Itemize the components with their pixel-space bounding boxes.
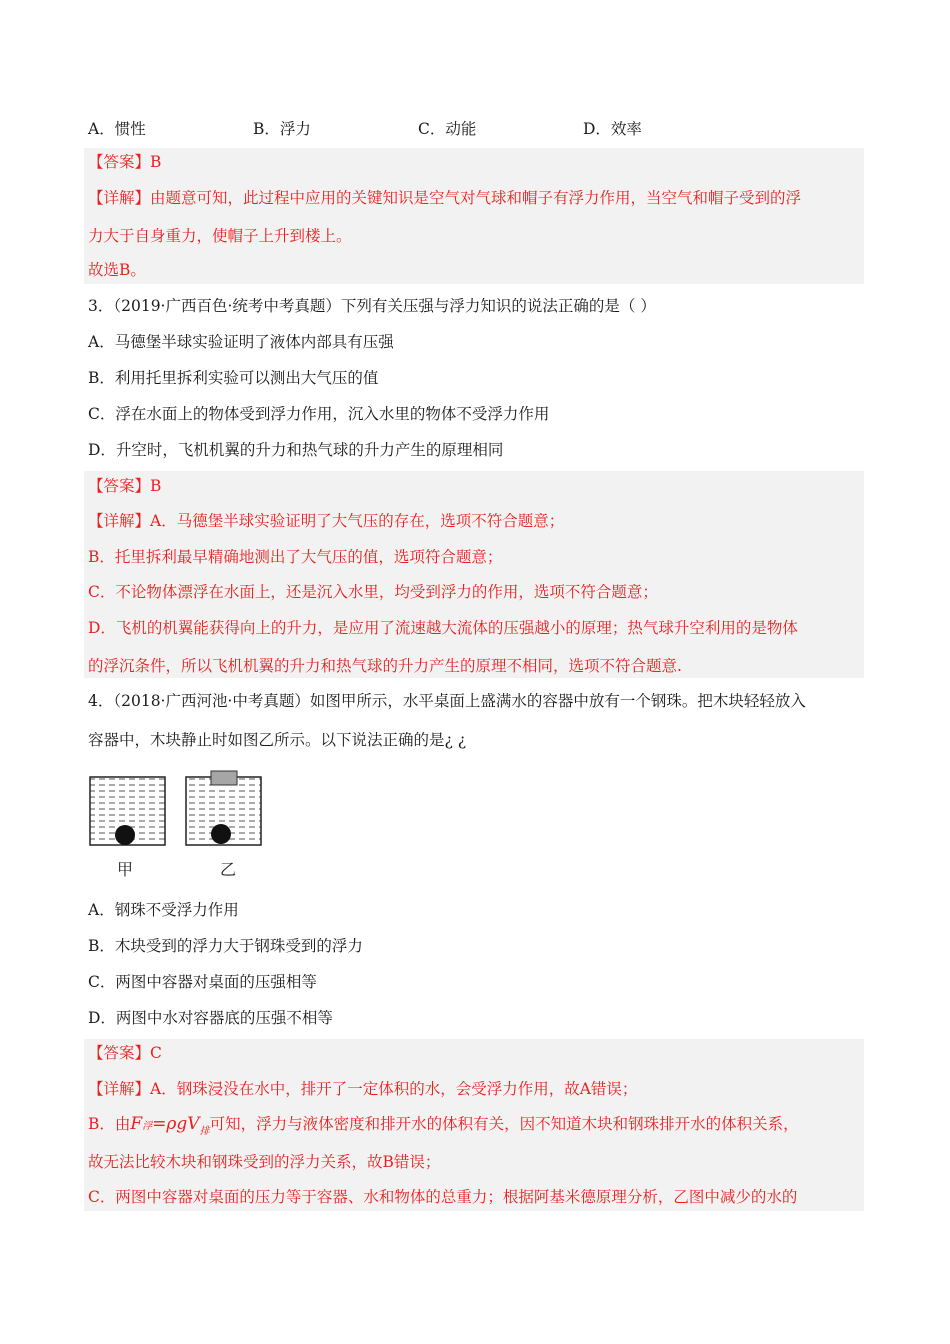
wood-block — [211, 771, 237, 785]
q3-option-a: A．马德堡半球实验证明了液体内部具有压强 — [88, 333, 394, 351]
figure-label-yi: 乙 — [220, 860, 237, 879]
q3-stem: 3．（2019·广西百色·统考中考真题）下列有关压强与浮力知识的说法正确的是（ ） — [88, 297, 656, 315]
figure-label-jia: 甲 — [117, 860, 134, 879]
q3-detail-line-5: 的浮沉条件，所以飞机机翼的升力和热气球的升力产生的原理不相同，选项不符合题意. — [88, 657, 682, 675]
q4-option-a: A．钢珠不受浮力作用 — [88, 901, 239, 919]
formula-F: F — [130, 1114, 143, 1134]
q2-detail-line-2: 力大于自身重力，使帽子上升到楼上。 — [88, 227, 352, 245]
q3-option-d: D．升空时，飞机机翼的升力和热气球的升力产生的原理相同 — [88, 441, 504, 459]
q3-option-c: C．浮在水面上的物体受到浮力作用，沉入水里的物体不受浮力作用 — [88, 405, 550, 423]
q4-option-c: C．两图中容器对桌面的压强相等 — [88, 973, 317, 991]
q3-detail-line-1: 【详解】A．马德堡半球实验证明了大气压的存在，选项不符合题意； — [88, 512, 565, 530]
q4-answer: 【答案】C — [88, 1044, 162, 1062]
q3-detail-line-4: D．飞机的机翼能获得向上的升力，是应用了流速越大流体的压强越小的原理；热气球升空利用的是物体 — [88, 619, 798, 637]
q3-option-b: B．利用托里拆利实验可以测出大气压的值 — [88, 369, 379, 387]
container-yi — [186, 771, 261, 845]
container-jia — [90, 777, 165, 845]
q4-detail-2-prefix: B．由 — [88, 1115, 131, 1133]
q3-answer: 【答案】B — [88, 477, 162, 495]
q4-detail-line-4: C．两图中容器对桌面的压力等于容器、水和物体的总重力；根据阿基米德原理分析，乙图中减少的水的 — [88, 1188, 798, 1206]
steel-ball-jia — [115, 825, 135, 845]
q2-answer-block — [84, 148, 864, 284]
steel-ball-yi — [211, 824, 231, 844]
q4-option-d: D．两图中水对容器底的压强不相等 — [88, 1009, 333, 1027]
q4-option-b: B．木块受到的浮力大于钢珠受到的浮力 — [88, 937, 363, 955]
q2-option-c: C．动能 — [418, 120, 477, 138]
formula-V-subscript: 排 — [199, 1126, 210, 1137]
q2-option-a: A．惯性 — [88, 120, 146, 138]
q3-answer-block — [84, 471, 864, 678]
formula-F-subscript: 浮 — [142, 1121, 153, 1132]
q3-detail-line-3: C．不论物体漂浮在水面上，还是沉入水里，均受到浮力的作用，选项不符合题意； — [88, 583, 658, 601]
q2-answer: 【答案】B — [88, 153, 162, 171]
q4-detail-2-suffix: 可知，浮力与液体密度和排开水的体积有关，因不知道木块和钢珠排开水的体积关系， — [209, 1115, 799, 1133]
q2-options — [88, 117, 868, 139]
q4-stem-line-1: 4．（2018·广西河池·中考真题）如图甲所示，水平桌面上盛满水的容器中放有一个钢珠。把木块轻轻放入 — [88, 692, 806, 710]
q3-detail-line-2: B．托里拆利最早精确地测出了大气压的值，选项符合题意； — [88, 548, 503, 566]
formula-rho-g-v: =ρgV — [152, 1114, 200, 1134]
q4-detail-line-3: 故无法比较木块和钢珠受到的浮力关系，故B错误； — [88, 1153, 441, 1171]
q4-figure — [88, 770, 278, 880]
q2-option-b: B．浮力 — [253, 120, 311, 138]
q4-detail-line-2 — [88, 1114, 799, 1137]
q2-detail-line-3: 故选B。 — [88, 261, 146, 279]
q2-detail-line-1: 【详解】由题意可知，此过程中应用的关键知识是空气对气球和帽子有浮力作用，当空气和帽子受到的浮 — [88, 189, 802, 207]
q4-stem-line-2: 容器中，木块静止时如图乙所示。以下说法正确的是¿ ¿ — [88, 731, 467, 749]
q4-detail-line-1: 【详解】A．钢珠浸没在水中，排开了一定体积的水，会受浮力作用，故A错误； — [88, 1080, 638, 1098]
q2-option-d: D．效率 — [583, 120, 642, 138]
